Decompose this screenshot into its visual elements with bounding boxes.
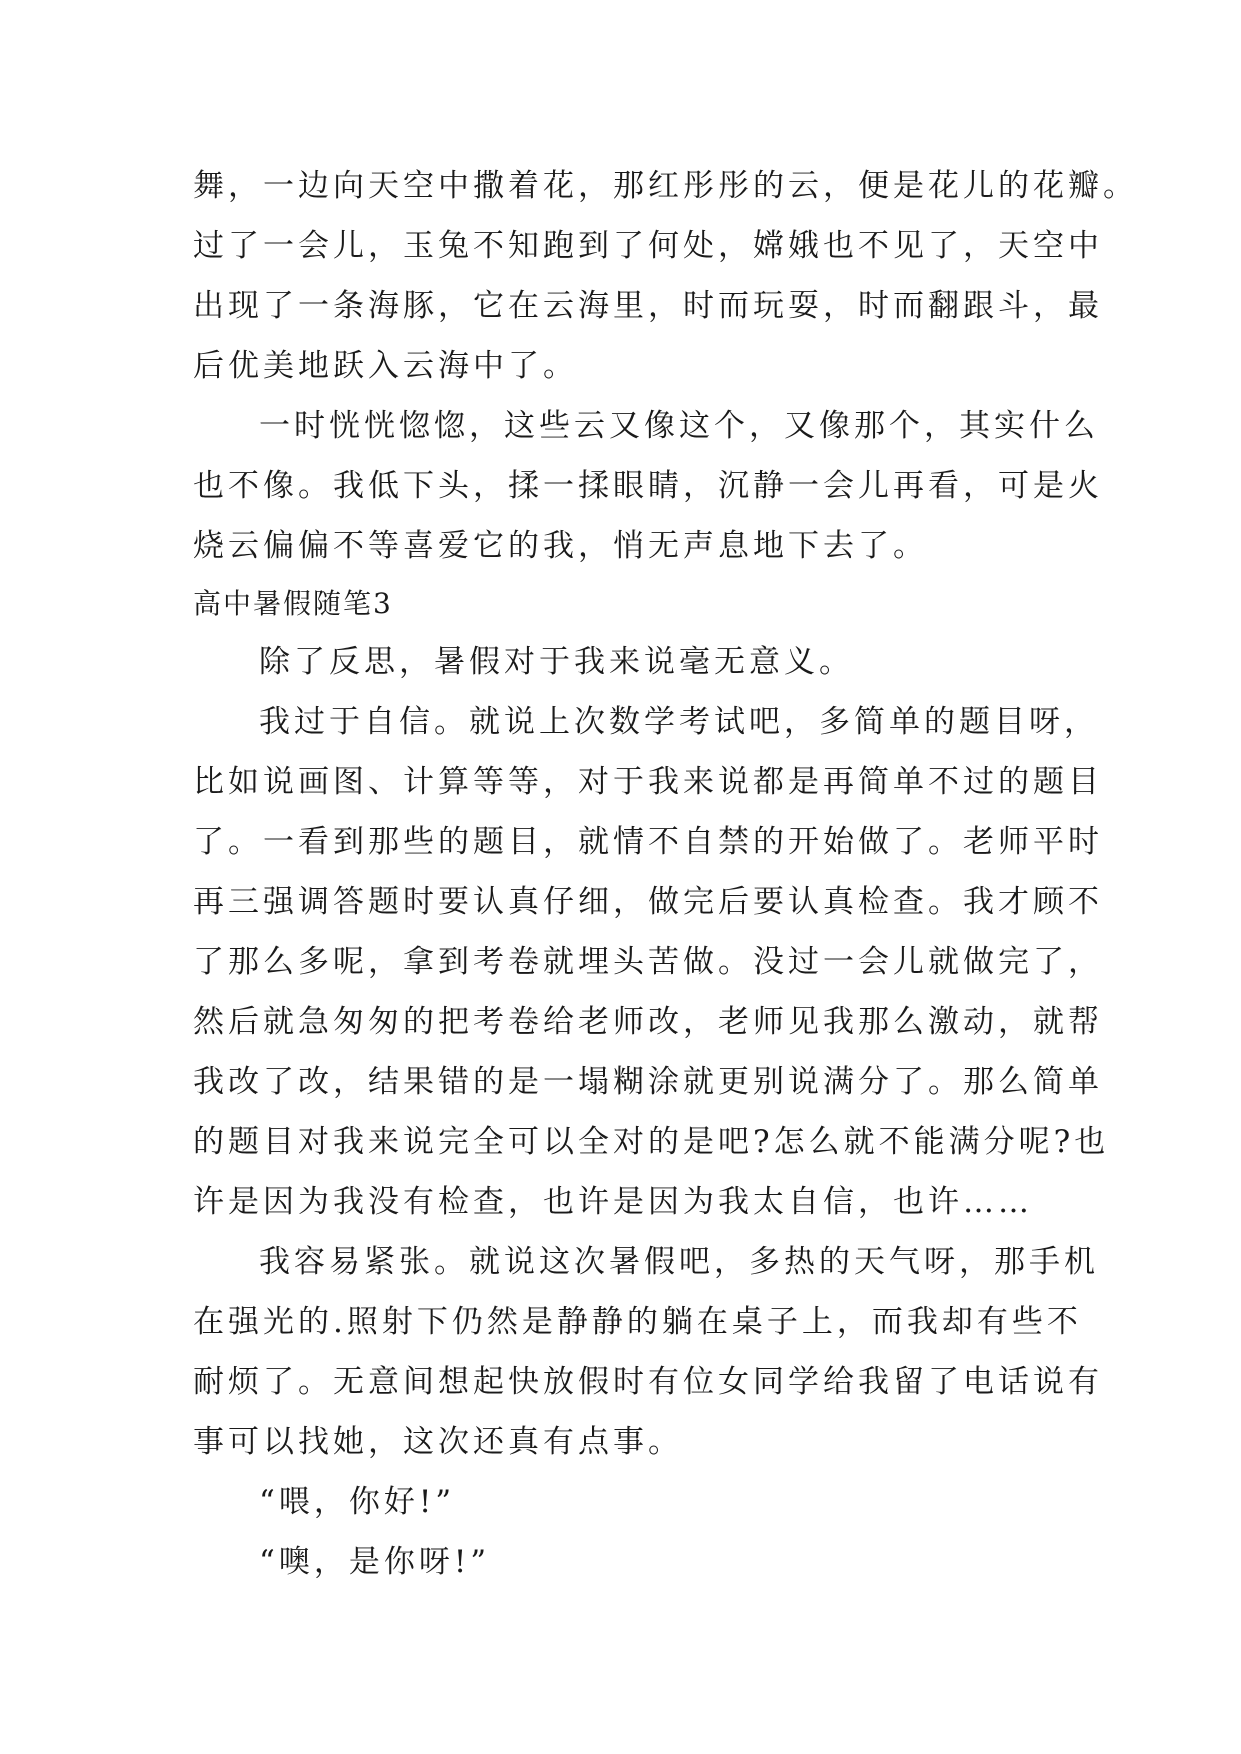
text-line: 我改了改，结果错的是一塌糊涂就更别说满分了。那么简单 (193, 1064, 1103, 1100)
paragraph-4 (193, 692, 1110, 1232)
text-line: 除了反思，暑假对于我来说毫无意义。 (259, 644, 854, 680)
text-line: “喂，你好!” (259, 1484, 456, 1520)
paragraph-2 (193, 396, 1103, 576)
document-body (193, 156, 1138, 1592)
text-line: 一时恍恍惚惚，这些云又像这个，又像那个，其实什么 (259, 408, 1099, 444)
text-line: 也不像。我低下头，揉一揉眼睛，沉静一会儿再看，可是火 (193, 468, 1103, 504)
paragraph-5 (193, 1232, 1103, 1472)
section-heading: 高中暑假随笔3 (193, 587, 393, 620)
text-line: 烧云偏偏不等喜爱它的我，悄无声息地下去了。 (193, 528, 928, 564)
paragraph-6 (193, 1472, 1073, 1532)
text-line: 的题目对我来说完全可以全对的是吧?怎么就不能满分呢?也 (193, 1124, 1110, 1160)
text-line: 舞，一边向天空中撒着花，那红彤彤的云，便是花儿的花瓣。 (193, 168, 1138, 204)
text-line: 了那么多呢，拿到考卷就埋头苦做。没过一会儿就做完了， (193, 944, 1103, 980)
text-line: 了。一看到那些的题目，就情不自禁的开始做了。老师平时 (193, 824, 1103, 860)
text-line: 我容易紧张。就说这次暑假吧，多热的天气呀，那手机 (259, 1244, 1099, 1280)
text-line: 出现了一条海豚，它在云海里，时而玩耍，时而翻跟斗，最 (193, 288, 1103, 324)
text-line: 然后就急匆匆的把考卷给老师改，老师见我那么激动，就帮 (193, 1004, 1103, 1040)
text-line: 过了一会儿，玉兔不知跑到了何处，嫦娥也不见了，天空中 (193, 228, 1103, 264)
text-line: “噢，是你呀!” (259, 1544, 491, 1580)
text-line: 比如说画图、计算等等，对于我来说都是再简单不过的题目 (193, 764, 1103, 800)
text-line: 再三强调答题时要认真仔细，做完后要认真检查。我才顾不 (193, 884, 1103, 920)
paragraph-1 (193, 156, 1138, 396)
text-line: 在强光的.照射下仍然是静静的躺在桌子上，而我却有些不 (193, 1304, 1082, 1340)
paragraph-7 (193, 1532, 1073, 1592)
paragraph-3 (193, 632, 1073, 692)
text-line: 我过于自信。就说上次数学考试吧，多简单的题目呀， (259, 704, 1099, 740)
text-line: 许是因为我没有检查，也许是因为我太自信，也许…… (193, 1184, 1033, 1220)
text-line: 耐烦了。无意间想起快放假时有位女同学给我留了电话说有 (193, 1364, 1103, 1400)
text-line: 事可以找她，这次还真有点事。 (193, 1424, 683, 1460)
text-line: 后优美地跃入云海中了。 (193, 348, 578, 384)
